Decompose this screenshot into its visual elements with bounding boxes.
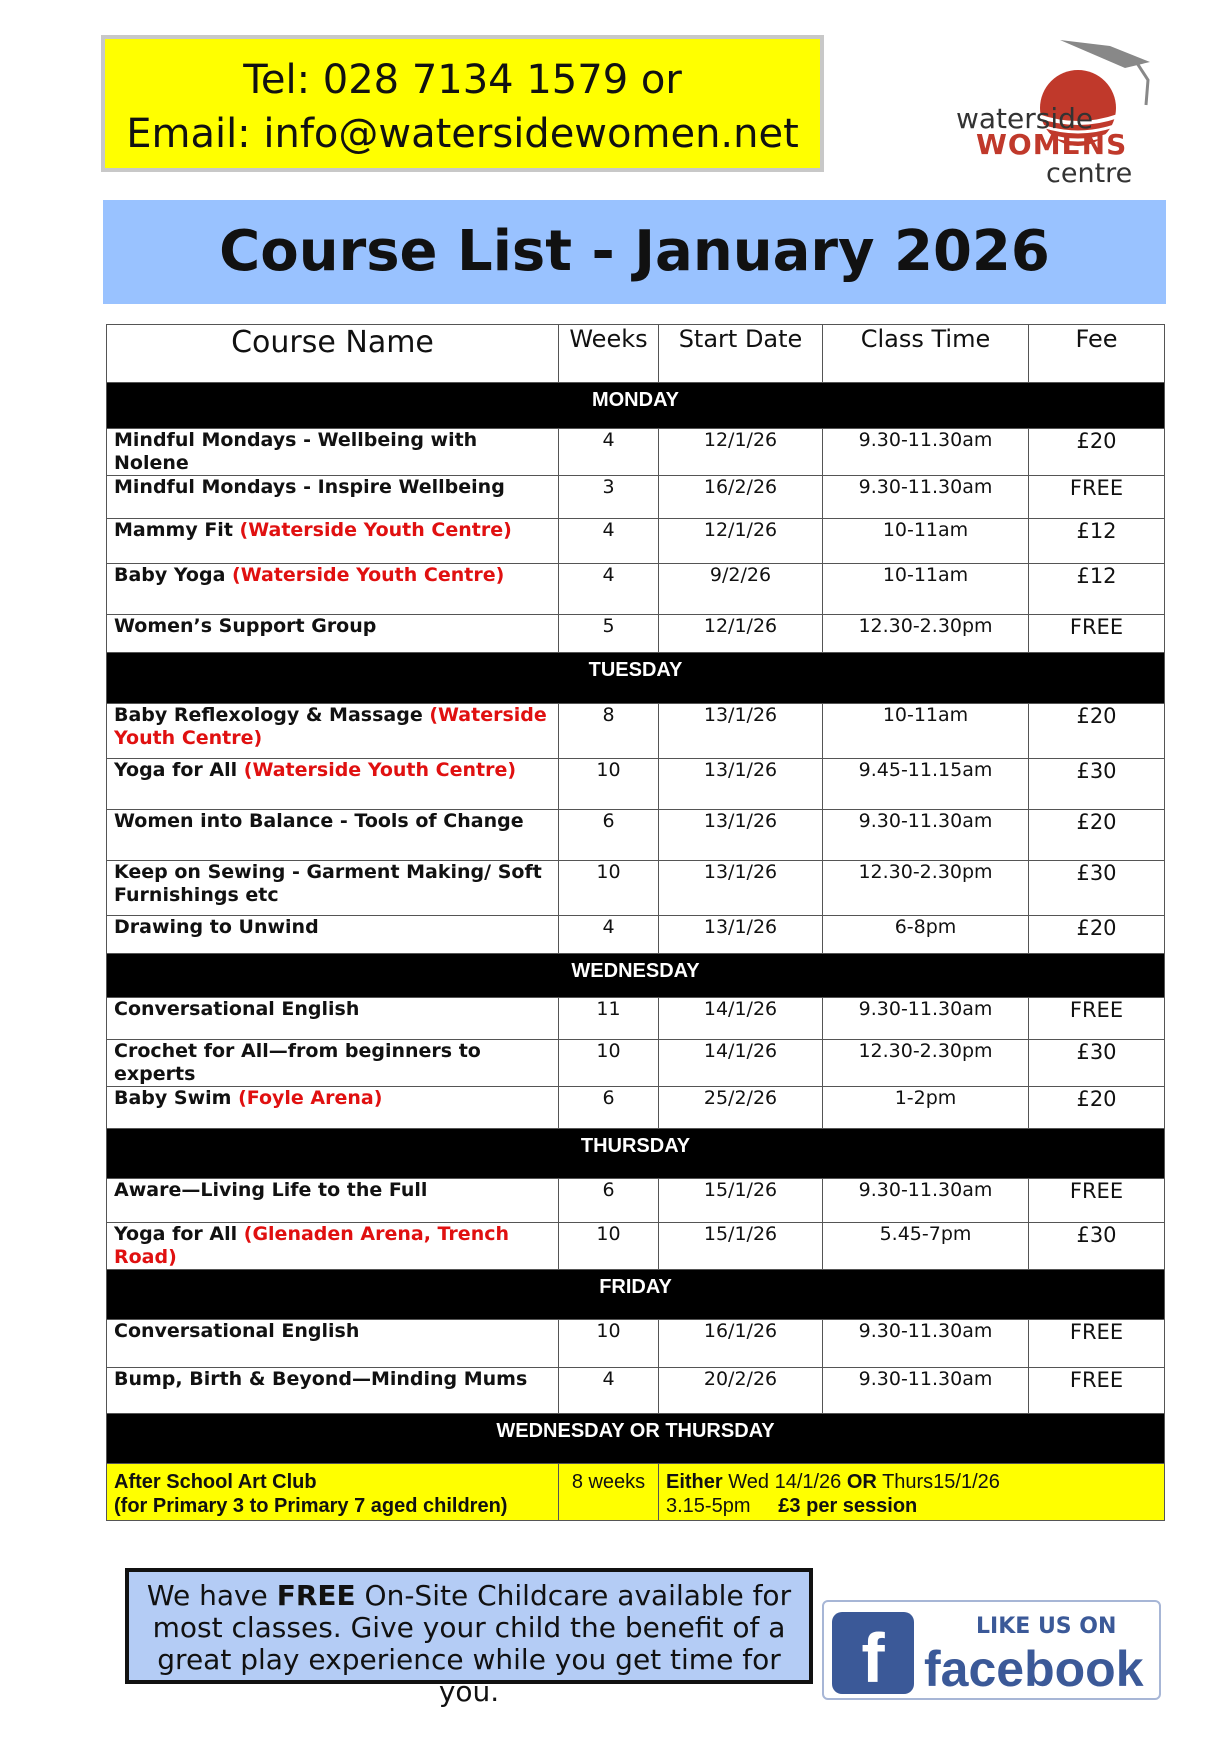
table-row — [107, 564, 1165, 615]
course-class-time: 9.30-11.30am — [823, 429, 1029, 476]
table-row — [107, 1368, 1165, 1414]
course-weeks: 4 — [559, 429, 659, 476]
course-title: Baby Swim — [114, 1087, 232, 1109]
course-name — [107, 704, 559, 759]
art-club-name-line2: (for Primary 3 to Primary 7 aged children) — [114, 1495, 508, 1517]
course-start-date: 14/1/26 — [659, 998, 823, 1040]
art-club-schedule — [659, 1464, 1165, 1521]
course-fee: £30 — [1029, 1223, 1165, 1270]
art-club-name — [107, 1464, 559, 1521]
art-club-either: Either — [666, 1471, 723, 1493]
childcare-notice — [125, 1568, 813, 1708]
course-title: Women’s Support Group — [114, 615, 377, 637]
course-fee: FREE — [1029, 1368, 1165, 1414]
course-fee: £30 — [1029, 1040, 1165, 1087]
table-row — [107, 1223, 1165, 1270]
course-title: Conversational English — [114, 1320, 360, 1342]
course-class-time: 5.45-7pm — [823, 1223, 1029, 1270]
course-name — [107, 476, 559, 519]
childcare-text-post: On-Site Childcare available for most classes. Give your child the benefit of a great play experience while you get time for you. — [152, 1579, 792, 1708]
course-weeks: 8 — [559, 704, 659, 759]
course-start-date: 13/1/26 — [659, 916, 823, 954]
course-weeks: 6 — [559, 1179, 659, 1223]
art-club-price: £3 per session — [778, 1495, 918, 1517]
course-location: (Waterside Youth Centre) — [239, 519, 512, 541]
day-header: MONDAY — [107, 383, 1165, 429]
header-course-name: Course Name — [107, 325, 559, 383]
course-weeks: 10 — [559, 1040, 659, 1087]
course-name — [107, 1087, 559, 1129]
course-class-time: 9.45-11.15am — [823, 759, 1029, 810]
course-start-date: 13/1/26 — [659, 861, 823, 916]
contact-box — [101, 35, 824, 172]
table-row — [107, 861, 1165, 916]
course-start-date: 9/2/26 — [659, 564, 823, 615]
course-fee: £12 — [1029, 519, 1165, 564]
course-location: (Waterside Youth Centre) — [114, 704, 547, 749]
table-row — [107, 1179, 1165, 1223]
course-fee: £20 — [1029, 1087, 1165, 1129]
course-fee: £12 — [1029, 564, 1165, 615]
course-class-time: 6-8pm — [823, 916, 1029, 954]
childcare-text-pre: We have — [146, 1579, 277, 1612]
course-class-time: 9.30-11.30am — [823, 810, 1029, 861]
contact-phone: Tel: 028 7134 1579 or — [243, 57, 682, 103]
course-name — [107, 1368, 559, 1414]
course-start-date: 14/1/26 — [659, 1040, 823, 1087]
day-header: WEDNESDAY OR THURSDAY — [107, 1414, 1165, 1464]
day-header: TUESDAY — [107, 653, 1165, 704]
table-row — [107, 1040, 1165, 1087]
day-header: WEDNESDAY — [107, 954, 1165, 998]
art-club-time: 3.15-5pm — [666, 1495, 751, 1517]
art-club-thurs: Thurs15/1/26 — [882, 1471, 1000, 1493]
course-start-date: 13/1/26 — [659, 810, 823, 861]
course-class-time: 9.30-11.30am — [823, 1320, 1029, 1368]
table-row — [107, 704, 1165, 759]
course-fee: FREE — [1029, 1179, 1165, 1223]
course-weeks: 6 — [559, 810, 659, 861]
course-start-date: 15/1/26 — [659, 1179, 823, 1223]
course-fee: £20 — [1029, 704, 1165, 759]
childcare-free: FREE — [276, 1579, 356, 1612]
course-weeks: 4 — [559, 916, 659, 954]
header-start-date: Start Date — [659, 325, 823, 383]
course-fee: £30 — [1029, 861, 1165, 916]
table-row — [107, 916, 1165, 954]
course-start-date: 25/2/26 — [659, 1087, 823, 1129]
course-title: Mindful Mondays - Wellbeing with Nolene — [114, 429, 478, 474]
table-row — [107, 998, 1165, 1040]
course-class-time: 9.30-11.30am — [823, 998, 1029, 1040]
course-start-date: 12/1/26 — [659, 429, 823, 476]
course-title: Aware—Living Life to the Full — [114, 1179, 428, 1201]
course-name — [107, 861, 559, 916]
table-row — [107, 476, 1165, 519]
course-fee: £20 — [1029, 429, 1165, 476]
course-class-time: 12.30-2.30pm — [823, 861, 1029, 916]
course-table — [106, 324, 1165, 1521]
course-title: Baby Reflexology & Massage — [114, 704, 423, 726]
course-start-date: 13/1/26 — [659, 759, 823, 810]
course-name — [107, 1320, 559, 1368]
header-fee: Fee — [1029, 325, 1165, 383]
art-club-or: OR — [846, 1471, 877, 1493]
course-weeks: 4 — [559, 519, 659, 564]
course-name — [107, 519, 559, 564]
day-header: THURSDAY — [107, 1129, 1165, 1179]
course-class-time: 9.30-11.30am — [823, 1179, 1029, 1223]
course-name — [107, 998, 559, 1040]
course-fee: FREE — [1029, 998, 1165, 1040]
course-weeks: 6 — [559, 1087, 659, 1129]
day-header: FRIDAY — [107, 1270, 1165, 1320]
course-start-date: 15/1/26 — [659, 1223, 823, 1270]
course-weeks: 11 — [559, 998, 659, 1040]
course-fee: £20 — [1029, 916, 1165, 954]
table-row — [107, 1320, 1165, 1368]
course-weeks: 10 — [559, 759, 659, 810]
course-start-date: 16/2/26 — [659, 476, 823, 519]
course-class-time: 9.30-11.30am — [823, 1368, 1029, 1414]
course-fee: FREE — [1029, 615, 1165, 653]
course-class-time: 12.30-2.30pm — [823, 1040, 1029, 1087]
like-us-label: LIKE US ON — [976, 1614, 1117, 1639]
table-row — [107, 810, 1165, 861]
course-title: Mammy Fit — [114, 519, 233, 541]
logo-text-centre: centre — [1046, 158, 1133, 189]
course-title: Conversational English — [114, 998, 360, 1020]
course-name — [107, 429, 559, 476]
course-location: (Foyle Arena) — [238, 1087, 383, 1109]
course-class-time: 12.30-2.30pm — [823, 615, 1029, 653]
facebook-icon: f — [832, 1612, 914, 1694]
course-title: Yoga for All — [114, 759, 238, 781]
table-row — [107, 615, 1165, 653]
course-location: (Waterside Youth Centre) — [243, 759, 517, 781]
course-fee: FREE — [1029, 1320, 1165, 1368]
course-weeks: 10 — [559, 1320, 659, 1368]
course-name — [107, 1040, 559, 1087]
course-weeks: 3 — [559, 476, 659, 519]
course-class-time: 10-11am — [823, 564, 1029, 615]
course-class-time: 1-2pm — [823, 1087, 1029, 1129]
course-title: Keep on Sewing - Garment Making/ Soft Furnishings etc — [114, 861, 542, 906]
facebook-badge[interactable] — [822, 1600, 1161, 1700]
course-title: Baby Yoga — [114, 564, 226, 586]
logo-text-womens: WOMENS — [976, 128, 1128, 161]
art-club-wed: Wed 14/1/26 — [728, 1471, 842, 1493]
course-title: Women into Balance - Tools of Change — [114, 810, 524, 832]
course-name — [107, 759, 559, 810]
course-title: Yoga for All — [114, 1223, 238, 1245]
page-title: Course List - January 2026 — [103, 200, 1166, 304]
course-name — [107, 916, 559, 954]
course-class-time: 10-11am — [823, 519, 1029, 564]
course-name — [107, 1223, 559, 1270]
contact-email[interactable]: Email: info@watersidewomen.net — [126, 111, 799, 157]
course-weeks: 4 — [559, 1368, 659, 1414]
course-title: Crochet for All—from beginners to experts — [114, 1040, 481, 1085]
course-fee: FREE — [1029, 476, 1165, 519]
logo — [950, 30, 1175, 190]
logo-text-waterside: waterside — [956, 102, 1094, 135]
course-class-time: 9.30-11.30am — [823, 476, 1029, 519]
table-row — [107, 1087, 1165, 1129]
course-class-time: 10-11am — [823, 704, 1029, 759]
course-fee: £30 — [1029, 759, 1165, 810]
course-start-date: 12/1/26 — [659, 519, 823, 564]
table-row — [107, 519, 1165, 564]
art-club-weeks: 8 weeks — [559, 1464, 659, 1521]
course-name — [107, 1179, 559, 1223]
course-start-date: 20/2/26 — [659, 1368, 823, 1414]
course-name — [107, 810, 559, 861]
course-start-date: 13/1/26 — [659, 704, 823, 759]
course-name — [107, 615, 559, 653]
table-row — [107, 759, 1165, 810]
course-name — [107, 564, 559, 615]
header-weeks: Weeks — [559, 325, 659, 383]
course-title: Bump, Birth & Beyond—Minding Mums — [114, 1368, 528, 1390]
course-title: Drawing to Unwind — [114, 916, 319, 938]
course-weeks: 10 — [559, 1223, 659, 1270]
course-title: Mindful Mondays - Inspire Wellbeing — [114, 476, 505, 498]
header-class-time: Class Time — [823, 325, 1029, 383]
course-location: (Glenaden Arena, Trench Road) — [114, 1223, 510, 1268]
course-location: (Waterside Youth Centre) — [232, 564, 505, 586]
course-fee: £20 — [1029, 810, 1165, 861]
course-start-date: 12/1/26 — [659, 615, 823, 653]
table-row — [107, 429, 1165, 476]
course-weeks: 4 — [559, 564, 659, 615]
facebook-wordmark: facebook — [924, 1641, 1144, 1697]
art-club-name-line1: After School Art Club — [114, 1471, 317, 1493]
course-weeks: 5 — [559, 615, 659, 653]
course-start-date: 16/1/26 — [659, 1320, 823, 1368]
course-weeks: 10 — [559, 861, 659, 916]
